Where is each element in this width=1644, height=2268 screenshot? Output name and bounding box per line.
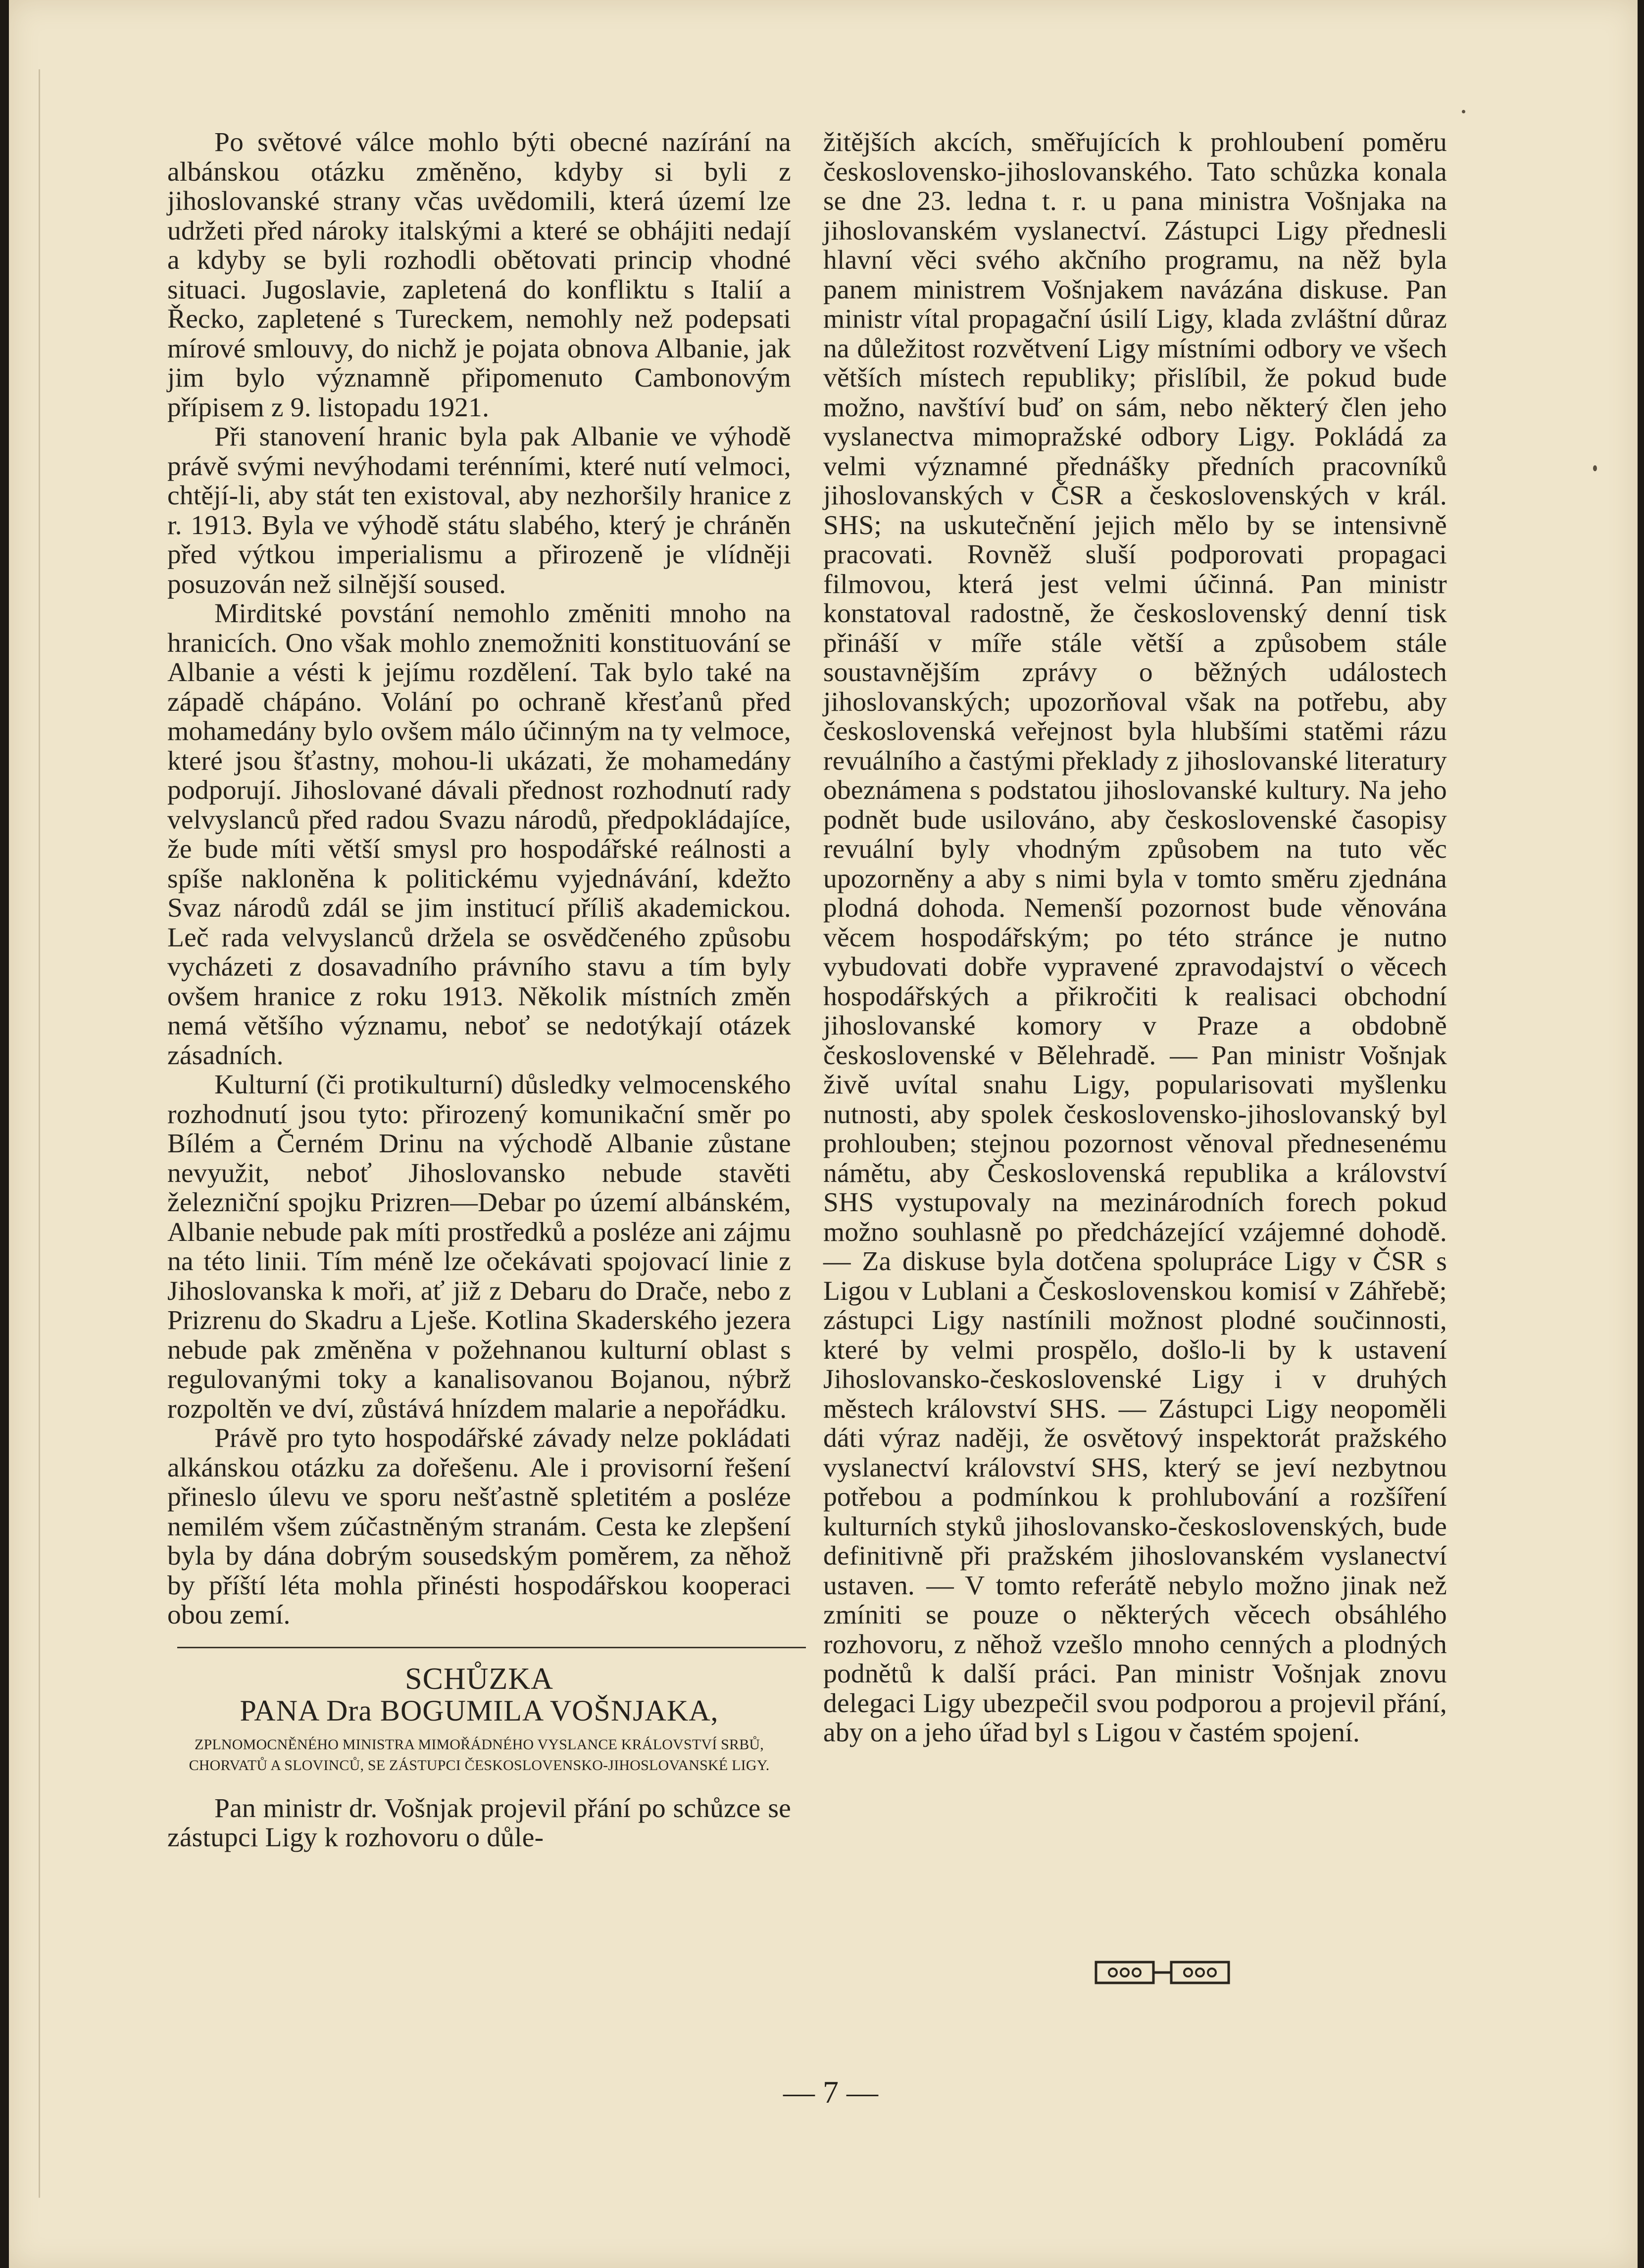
paragraph: Právě pro tyto hospodářské závady nelze pokládati alkánskou otázku za dořešenu. Ale i provisorní řešení přineslo úlevu ve sporu nešťastně spletitém a posléze nemilém všem zúčastněným stranám. Cesta ke zlepšení byla by dána dobrým sousedským poměrem, za něhož by příští léta mohla přinésti hospodářskou kooperaci obou zemí. <box>167 1423 791 1630</box>
paragraph: Kulturní (či protikulturní) důsledky velmocenského rozhodnutí jsou tyto: přirozený komunikační směr po Bílém a Černém Drinu na východě Albanie zůstane nevyužit, neboť Jihoslovansko nebude stavěti železniční spojku Prizren—Debar po území albánském, Albanie nebude pak míti prostředků a posléze ani zájmu na této linii. Tím méně lze očekávati spojovací linie z Jihoslovanska k moři, ať již z Debaru do Drače, nebo z Prizrenu do Skadru a Lješe. Kotlina Skaderského jezera nebude pak změněna v požehnanou kulturní oblast s regulovanými toky a kanalisovanou Bojanou, nýbrž rozpoltěn ve dví, zůstává hnízdem malarie a nepořádku. <box>167 1070 791 1424</box>
article-heading <box>167 1663 791 1776</box>
paper-speck <box>1593 465 1597 471</box>
paper-speck <box>1462 110 1465 113</box>
paragraph: Při stanovení hranic byla pak Albanie ve výhodě právě svými nevýhodami terénními, které nutí velmoci, chtějí-li, aby stát ten existoval, aby nezhoršily hranice z r. 1913. Byla ve výhodě státu slabého, který je chráněn před výtkou imperialismu a přirozeně je vlídněji posuzován než silnější soused. <box>167 422 791 599</box>
page-number: — 7 — <box>783 2074 878 2110</box>
section-divider <box>177 1647 806 1648</box>
right-column <box>823 128 1447 1748</box>
end-ornament-icon <box>1093 1955 1232 1990</box>
paragraph: žitějších akcích, směřujících k prohloubení poměru československo-jihoslovanského. Tato schůzka konala se dne 23. ledna t. r. u pana ministra Vošnjaka na jihoslovanském vyslanectví. Zástupci Ligy přednesli hlavní věci svého akčního programu, na něž byla panem ministrem Vošnjakem navázána diskuse. Pan ministr vítal propagační úsilí Ligy, klada zvláštní důraz na důležitost rozvětvení Ligy místními odbory ve všech větších místech republiky; přislíbil, že pokud bude možno, navštíví buď on sám, nebo některý člen jeho vyslanectva mimopražské odbory Ligy. Pokládá za velmi významné přednášky předních pracovníků jihoslovanských v ČSR a československých v král. SHS; na uskutečnění jejich mělo by se intensivně pracovati. Rovněž sluší podporovati propagaci filmovou, která jest velmi účinná. Pan ministr konstatoval radostně, že československý denní tisk přináší v míře stále větší a způsobem stále soustavnějším zprávy o běžných událostech jihoslovanských; upozorňoval však na potřebu, aby československá veřejnost byla hlubšími statěmi rázu revuálního a častými překlady z jihoslovanské literatury obeznámena s podstatou jihoslovanské kultury. Na jeho podnět bude usilováno, aby československé časopisy revuální byly vhodným způsobem na tuto věc upozorněny a aby s nimi byla v tomto směru zjednána plodná dohoda. Nemenší pozornost bude věnována věcem hospodářským; po této stránce je nutno vybudovati dobře vypravené zpravodajství o věcech hospodářských a přikročiti k realisaci obchodní jihoslovanské komory v Praze a obdobně československé v Bělehradě. — Pan ministr Vošnjak živě uvítal snahu Ligy, popularisovati myšlenku nutnosti, aby spolek československo-jihoslovanský byl prohlouben; stejnou pozornost věnoval přednesenému námětu, aby Československá republika a království SHS vystupovaly na mezinárodních forech pokud možno souhlasně po předcházející vzájemné dohodě. — Za diskuse byla dotčena spolupráce Ligy v ČSR s Ligou v Lublani a Československou komisí v Záhřebě; zástupci Ligy nastínili možnost plodné součinnosti, které by velmi prospělo, došlo-li by k ustavení Jihoslovansko-československé Ligy i v druhých městech království SHS. — Zástupci Ligy neopoměli dáti výraz naději, že osvětový inspektorát pražského vyslanectví království SHS, který se jeví nezbytnou potřebou a podmínkou k prohlubování a rozšíření kulturních styků jihoslovansko-československých, bude definitivně při pražském jihoslovanském vyslanectví ustaven. — V tomto referátě nebylo možno jinak než zmíniti se pouze o některých věcech obsáhlého rozhovoru, z něhož vzešlo mnoho cenných a plodných podnětů k další práci. Pan ministr Vošnjak znovu delegaci Ligy ubezpečil svou podporou a projevil přání, aby on a jeho úřad byl s Ligou v častém spojení. <box>823 127 1447 1748</box>
article-opening-paragraph: Pan ministr dr. Vošnjak projevil přání po schůzce se zástupci Ligy k rozhovoru o důle- <box>167 1793 791 1853</box>
page-sheet <box>9 0 1638 2268</box>
paragraph: Mirditské povstání nemohlo změniti mnoho na hranicích. Ono však mohlo znemožniti konstituování se Albanie a vésti k jejímu rozdělení. Tak bylo také na západě chápáno. Volání po ochraně křesťanů před mohamedány bylo ovšem málo účinným na ty velmoce, které jsou šťastny, mohou-li ukázati, že mohamedány podporují. Jihoslované dávali přednost rozhodnutí rady velvyslanců před radou Svazu národů, předpokládajíce, že bude míti větší smysl pro hospodářské reálnosti a spíše nakloněna k politickému vyjednávání, kdežto Svaz národů zdál se jim institucí příliš akademickou. Leč rada velvyslanců držela se osvědčeného způsobu vycházeti z dosavadního právního stavu a tím byly ovšem hranice z roku 1913. Několik místních změn nemá většího významu, neboť se nedotýkají otázek zásadních. <box>167 598 791 1071</box>
left-column <box>167 128 791 1853</box>
page-edge-line <box>39 69 40 2198</box>
article-title: SCHŮZKA <box>405 1662 553 1696</box>
article-title-person: PANA Dra BOGUMILA VOŠNJAKA, <box>240 1694 719 1727</box>
paragraph: Po světové válce mohlo býti obecné nazírání na albánskou otázku změněno, kdyby si byli z jihoslovanské strany včas uvědomili, která území lze udržeti před nároky italskými a které se obhájiti nedají a kdyby se byli rozhodli obětovati princip vhodné situaci. Jugoslavie, zapletená do konfliktu s Italií a Řecko, zapletené s Tureckem, nemohly než podepsati mírové smlouvy, do nichž je pojata obnova Albanie, jak jim bylo významně připomenuto Cambonovým přípisem z 9. listopadu 1921. <box>167 127 791 423</box>
article-subtitle: ZPLNOMOCNĚNÉHO MINISTRA MIMOŘÁDNÉHO VYSLANCE KRÁLOVSTVÍ SRBŮ, CHORVATŮ A SLOVINCŮ, SE ZÁSTUPCI ČESKOSLOVENSKO-JIHOSLOVANSKÉ LIGY. <box>189 1736 770 1774</box>
